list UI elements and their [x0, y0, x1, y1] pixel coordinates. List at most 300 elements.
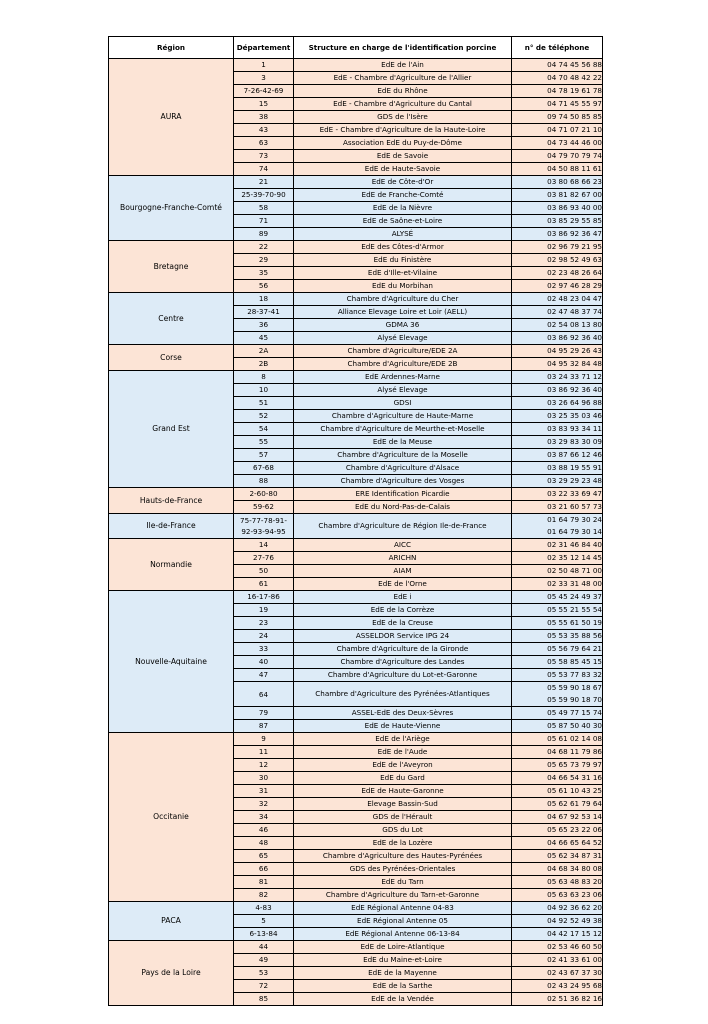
structure-cell: EdE de la Nièvre: [294, 202, 512, 215]
phone-number: 04 67 92 53 14: [547, 812, 602, 821]
phone-cell: [512, 798, 603, 811]
phone-cell: [512, 332, 603, 345]
phone-cell: [512, 993, 603, 1006]
phone-cell: [512, 72, 603, 85]
structure-cell: EdE Ardennes-Marne: [294, 371, 512, 384]
phone-cell: [512, 941, 603, 954]
phone-cell: [512, 578, 603, 591]
region-cell: Corse: [109, 345, 234, 371]
phone-cell: [512, 345, 603, 358]
structure-cell: Association EdE du Puy-de-Dôme: [294, 137, 512, 150]
phone-cell: [512, 501, 603, 514]
phone-number: 04 71 45 55 97: [547, 99, 602, 108]
region-cell: Centre: [109, 293, 234, 345]
phone-number: 02 23 48 26 64: [547, 268, 602, 277]
departement-cell: 22: [234, 241, 294, 254]
region-cell: Pays de la Loire: [109, 941, 234, 1006]
departement-cell: 44: [234, 941, 294, 954]
departement-cell: 67-68: [234, 462, 294, 475]
phone-cell: [512, 59, 603, 72]
phone-cell: [512, 643, 603, 656]
phone-number: 02 35 12 14 45: [547, 553, 602, 562]
departement-cell: 8: [234, 371, 294, 384]
phone-number: 04 71 07 21 10: [547, 125, 602, 134]
structure-cell: ALYSÉ: [294, 228, 512, 241]
phone-cell: [512, 137, 603, 150]
structure-cell: Chambre d'Agriculture du Tarn-et-Garonne: [294, 889, 512, 902]
phone-cell: [512, 397, 603, 410]
structure-cell: EdE de la Mayenne: [294, 967, 512, 980]
structure-cell: EdE de la Corrèze: [294, 604, 512, 617]
structure-cell: Chambre d'Agriculture de Meurthe-et-Moselle: [294, 423, 512, 436]
departement-cell: 56: [234, 280, 294, 293]
departement-cell: 54: [234, 423, 294, 436]
phone-number: 02 50 48 71 00: [547, 566, 602, 575]
structure-cell: EdE Régional Antenne 04-83: [294, 902, 512, 915]
phone-number: 03 21 60 57 73: [547, 502, 602, 511]
phone-number: 01 64 79 30 14: [547, 527, 602, 536]
header-phone: n° de téléphone: [512, 37, 603, 59]
phone-number: 04 92 36 62 20: [547, 903, 602, 912]
phone-cell: [512, 954, 603, 967]
phone-number: 04 66 65 64 52: [547, 838, 602, 847]
departement-cell: 63: [234, 137, 294, 150]
phone-number: 05 59 90 18 67: [547, 683, 602, 692]
structure-cell: EdE Régional Antenne 05: [294, 915, 512, 928]
phone-cell: [512, 514, 603, 539]
departement-cell: 38: [234, 111, 294, 124]
phone-number: 03 24 33 71 12: [547, 372, 602, 381]
departement-cell: 64: [234, 682, 294, 707]
departement-cell: 10: [234, 384, 294, 397]
structure-cell: Chambre d'Agriculture d'Alsace: [294, 462, 512, 475]
departement-cell: 53: [234, 967, 294, 980]
structure-cell: EdE de l'Aveyron: [294, 759, 512, 772]
departement-cell: 3: [234, 72, 294, 85]
structure-cell: EdE du Morbihan: [294, 280, 512, 293]
departement-cell: 14: [234, 539, 294, 552]
departement-cell: 32: [234, 798, 294, 811]
phone-number: 01 64 79 30 24: [547, 515, 602, 524]
phone-cell: [512, 746, 603, 759]
phone-cell: [512, 837, 603, 850]
phone-number: 05 63 48 83 20: [547, 877, 602, 886]
phone-cell: [512, 630, 603, 643]
phone-number: 03 29 29 23 48: [547, 476, 602, 485]
structure-cell: EdE de Franche-Comté: [294, 189, 512, 202]
departement-cell: 46: [234, 824, 294, 837]
phone-number: 02 41 33 61 00: [547, 955, 602, 964]
phone-number: 05 55 21 55 54: [547, 605, 602, 614]
table-row: [109, 293, 603, 306]
phone-cell: [512, 410, 603, 423]
phone-cell: [512, 150, 603, 163]
phone-cell: [512, 850, 603, 863]
departement-cell: 57: [234, 449, 294, 462]
table-row: [109, 345, 603, 358]
phone-number: 04 95 32 84 48: [547, 359, 602, 368]
phone-number: 09 74 50 85 85: [547, 112, 602, 121]
region-cell: Normandie: [109, 539, 234, 591]
header-structure: Structure en charge de l'identification porcine: [294, 37, 512, 59]
structure-cell: EdE du Tarn: [294, 876, 512, 889]
phone-cell: [512, 552, 603, 565]
phone-number: 04 79 70 79 74: [547, 151, 602, 160]
phone-number: 03 88 19 55 91: [547, 463, 602, 472]
phone-number: 02 48 23 04 47: [547, 294, 602, 303]
departement-cell: 50: [234, 565, 294, 578]
phone-cell: [512, 682, 603, 707]
phone-cell: [512, 85, 603, 98]
departement-cell: 47: [234, 669, 294, 682]
structure-cell: EdE de la Lozère: [294, 837, 512, 850]
structure-cell: EdE Régional Antenne 06-13-84: [294, 928, 512, 941]
structure-cell: EdE du Rhône: [294, 85, 512, 98]
table-row: [109, 371, 603, 384]
phone-number: 02 97 46 28 29: [547, 281, 602, 290]
departement-cell: 73: [234, 150, 294, 163]
phone-cell: [512, 267, 603, 280]
structure-cell: ARICHN: [294, 552, 512, 565]
region-cell: Occitanie: [109, 733, 234, 902]
table-row: [109, 176, 603, 189]
phone-cell: [512, 462, 603, 475]
phone-number: 05 87 50 40 30: [547, 721, 602, 730]
phone-cell: [512, 539, 603, 552]
structure-cell: Alysé Elevage: [294, 332, 512, 345]
region-cell: Nouvelle-Aquitaine: [109, 591, 234, 733]
departement-cell: 6-13-84: [234, 928, 294, 941]
structure-cell: Alliance Elevage Loire et Loir (AELL): [294, 306, 512, 319]
phone-cell: [512, 902, 603, 915]
phone-number: 05 53 77 83 32: [547, 670, 602, 679]
departement-cell: 24: [234, 630, 294, 643]
departement-cell: 55: [234, 436, 294, 449]
phone-number: 04 50 88 11 61: [547, 164, 602, 173]
structure-cell: EdE de Savoie: [294, 150, 512, 163]
phone-number: 03 86 92 36 47: [547, 229, 602, 238]
phone-number: 03 80 68 66 23: [547, 177, 602, 186]
phone-number: 03 25 35 03 46: [547, 411, 602, 420]
departement-cell: 27-76: [234, 552, 294, 565]
phone-number: 02 33 31 48 00: [547, 579, 602, 588]
phone-number: 03 22 33 69 47: [547, 489, 602, 498]
phone-number: 05 56 79 64 21: [547, 644, 602, 653]
departement-cell: 74: [234, 163, 294, 176]
phone-number: 02 98 52 49 63: [547, 255, 602, 264]
structure-cell: EdE des Côtes-d'Armor: [294, 241, 512, 254]
departement-cell: 34: [234, 811, 294, 824]
departement-cell: 11: [234, 746, 294, 759]
departement-cell: 35: [234, 267, 294, 280]
departement-cell: 4-83: [234, 902, 294, 915]
phone-cell: [512, 915, 603, 928]
structure-cell: EdE i: [294, 591, 512, 604]
table-row: [109, 488, 603, 501]
departement-cell: 79: [234, 707, 294, 720]
structure-cell: EdE de l'Ain: [294, 59, 512, 72]
region-cell: Bretagne: [109, 241, 234, 293]
table-row: [109, 539, 603, 552]
phone-number: 02 51 36 82 16: [547, 994, 602, 1003]
departement-cell: 2A: [234, 345, 294, 358]
departement-cell: 49: [234, 954, 294, 967]
phone-cell: [512, 669, 603, 682]
departement-cell: 16-17-86: [234, 591, 294, 604]
table-body: [109, 59, 603, 1006]
structure-cell: EdE de la Vendée: [294, 993, 512, 1006]
structure-cell: EdE du Nord-Pas-de-Calais: [294, 501, 512, 514]
phone-number: 03 85 29 55 85: [547, 216, 602, 225]
departement-cell: 9: [234, 733, 294, 746]
departement-cell: 19: [234, 604, 294, 617]
phone-cell: [512, 720, 603, 733]
phone-number: 05 45 24 49 37: [547, 592, 602, 601]
phone-cell: [512, 928, 603, 941]
departement-cell: 45: [234, 332, 294, 345]
table-row: [109, 241, 603, 254]
phone-cell: [512, 863, 603, 876]
structure-cell: EdE de Saône-et-Loire: [294, 215, 512, 228]
region-cell: Hauts-de-France: [109, 488, 234, 514]
phone-number: 04 68 34 80 08: [547, 864, 602, 873]
phone-number: 03 86 92 36 40: [547, 385, 602, 394]
phone-number: 02 53 46 60 50: [547, 942, 602, 951]
departement-cell: 48: [234, 837, 294, 850]
phone-cell: [512, 785, 603, 798]
phone-cell: [512, 202, 603, 215]
phone-cell: [512, 163, 603, 176]
region-cell: Grand Est: [109, 371, 234, 488]
departement-cell: 89: [234, 228, 294, 241]
departement-cell: 25-39-70-90: [234, 189, 294, 202]
phone-cell: [512, 449, 603, 462]
phone-number: 05 65 73 79 97: [547, 760, 602, 769]
departement-cell: 82: [234, 889, 294, 902]
structure-cell: Chambre d'Agriculture des Hautes-Pyrénées: [294, 850, 512, 863]
region-cell: PACA: [109, 902, 234, 941]
departement-cell: 40: [234, 656, 294, 669]
phone-number: 05 62 34 87 31: [547, 851, 602, 860]
phone-number: 03 26 64 96 88: [547, 398, 602, 407]
phone-number: 04 73 44 46 00: [547, 138, 602, 147]
structure-cell: Chambre d'Agriculture de la Moselle: [294, 449, 512, 462]
departement-cell: 58: [234, 202, 294, 215]
departement-cell: 2-60-80: [234, 488, 294, 501]
phone-number: 05 58 85 45 15: [547, 657, 602, 666]
departement-cell: 43: [234, 124, 294, 137]
phone-number: 02 31 46 84 40: [547, 540, 602, 549]
structure-cell: EdE - Chambre d'Agriculture du Cantal: [294, 98, 512, 111]
departement-cell: 81: [234, 876, 294, 889]
structure-cell: GDS des Pyrénées-Orientales: [294, 863, 512, 876]
phone-cell: [512, 565, 603, 578]
structure-cell: ASSELDOR Service IPG 24: [294, 630, 512, 643]
structure-cell: Chambre d'Agriculture/EDE 2A: [294, 345, 512, 358]
departement-cell: 30: [234, 772, 294, 785]
structure-cell: GDMA 36: [294, 319, 512, 332]
departement-cell: 28-37-41: [234, 306, 294, 319]
departement-cell: 18: [234, 293, 294, 306]
departement-cell: 7-26-42-69: [234, 85, 294, 98]
departement-cell: 2B: [234, 358, 294, 371]
table-row: [109, 902, 603, 915]
phone-number: 04 68 11 79 86: [547, 747, 602, 756]
phone-number: 02 96 79 21 95: [547, 242, 602, 251]
departement-cell: 23: [234, 617, 294, 630]
phone-cell: [512, 241, 603, 254]
phone-cell: [512, 707, 603, 720]
phone-number: 04 95 29 26 43: [547, 346, 602, 355]
structure-cell: EdE - Chambre d'Agriculture de la Haute-Loire: [294, 124, 512, 137]
phone-number: 05 63 63 23 06: [547, 890, 602, 899]
phone-cell: [512, 811, 603, 824]
phone-cell: [512, 656, 603, 669]
structure-cell: EdE de l'Orne: [294, 578, 512, 591]
structure-cell: EdE de la Creuse: [294, 617, 512, 630]
phone-cell: [512, 488, 603, 501]
phone-cell: [512, 889, 603, 902]
structure-cell: GDS du Lot: [294, 824, 512, 837]
departement-cell: 52: [234, 410, 294, 423]
structure-cell: AICC: [294, 539, 512, 552]
phone-number: 05 55 61 50 19: [547, 618, 602, 627]
phone-cell: [512, 358, 603, 371]
phone-number: 03 87 66 12 46: [547, 450, 602, 459]
structure-cell: ERE Identification Picardie: [294, 488, 512, 501]
departement-cell: 71: [234, 215, 294, 228]
header-region: Région: [109, 37, 234, 59]
phone-cell: [512, 824, 603, 837]
phone-number: 02 54 08 13 80: [547, 320, 602, 329]
structure-cell: Chambre d'Agriculture/EDE 2B: [294, 358, 512, 371]
phone-cell: [512, 319, 603, 332]
phone-number: 04 74 45 56 88: [547, 60, 602, 69]
phone-cell: [512, 124, 603, 137]
table-row: [109, 59, 603, 72]
phone-number: 04 92 52 49 38: [547, 916, 602, 925]
table-row: [109, 514, 603, 539]
phone-number: 04 66 54 31 16: [547, 773, 602, 782]
phone-cell: [512, 111, 603, 124]
phone-number: 03 81 82 67 00: [547, 190, 602, 199]
region-cell: Ile-de-France: [109, 514, 234, 539]
phone-number: 04 78 19 61 78: [547, 86, 602, 95]
departement-cell: 5: [234, 915, 294, 928]
structure-cell: AIAM: [294, 565, 512, 578]
structure-cell: EdE du Gard: [294, 772, 512, 785]
phone-number: 05 61 10 43 25: [547, 786, 602, 795]
departement-cell: 88: [234, 475, 294, 488]
phone-cell: [512, 436, 603, 449]
structure-cell: EdE de Haute-Savoie: [294, 163, 512, 176]
phone-cell: [512, 591, 603, 604]
structure-cell: Chambre d'Agriculture de la Gironde: [294, 643, 512, 656]
phone-cell: [512, 876, 603, 889]
structure-cell: EdE de la Meuse: [294, 436, 512, 449]
departement-cell: 36: [234, 319, 294, 332]
structure-cell: EdE de la Sarthe: [294, 980, 512, 993]
phone-number: 03 29 83 30 09: [547, 437, 602, 446]
phone-number: 05 65 23 22 06: [547, 825, 602, 834]
header-departement: Département: [234, 37, 294, 59]
departement-cell: 31: [234, 785, 294, 798]
phone-number: 05 59 90 18 70: [547, 695, 602, 704]
phone-cell: [512, 215, 603, 228]
structure-cell: EdE de Côte-d'Or: [294, 176, 512, 189]
phone-cell: [512, 371, 603, 384]
phone-cell: [512, 772, 603, 785]
departement-cell: 61: [234, 578, 294, 591]
phone-cell: [512, 617, 603, 630]
phone-number: 02 43 24 95 68: [547, 981, 602, 990]
phone-cell: [512, 733, 603, 746]
departement-cell: 87: [234, 720, 294, 733]
phone-cell: [512, 176, 603, 189]
structure-cell: EdE du Finistère: [294, 254, 512, 267]
structure-cell: GDS de l'Isère: [294, 111, 512, 124]
structure-cell: EdE - Chambre d'Agriculture de l'Allier: [294, 72, 512, 85]
phone-number: 05 49 77 15 74: [547, 708, 602, 717]
departement-cell: 12: [234, 759, 294, 772]
phone-number: 02 43 67 37 30: [547, 968, 602, 977]
structure-cell: EdE de Haute-Garonne: [294, 785, 512, 798]
structure-cell: EdE du Maine-et-Loire: [294, 954, 512, 967]
structure-cell: EdE de l'Aude: [294, 746, 512, 759]
structure-cell: Chambre d'Agriculture des Pyrénées-Atlantiques: [294, 682, 512, 707]
table-row: [109, 941, 603, 954]
structure-cell: Chambre d'Agriculture du Cher: [294, 293, 512, 306]
structure-cell: EdE de Loire-Atlantique: [294, 941, 512, 954]
region-cell: Bourgogne-Franche-Comté: [109, 176, 234, 241]
phone-cell: [512, 306, 603, 319]
table-row: [109, 733, 603, 746]
structure-cell: GDS de l'Hérault: [294, 811, 512, 824]
phone-cell: [512, 189, 603, 202]
departement-cell: 72: [234, 980, 294, 993]
region-cell: AURA: [109, 59, 234, 176]
phone-number: 05 61 02 14 08: [547, 734, 602, 743]
departement-cell: 15: [234, 98, 294, 111]
structure-cell: EdE de Haute-Vienne: [294, 720, 512, 733]
phone-cell: [512, 423, 603, 436]
departement-cell: 66: [234, 863, 294, 876]
phone-cell: [512, 280, 603, 293]
departement-cell: 1: [234, 59, 294, 72]
departement-cell: 59-62: [234, 501, 294, 514]
structure-cell: Elevage Bassin-Sud: [294, 798, 512, 811]
phone-number: 05 62 61 79 64: [547, 799, 602, 808]
structure-cell: Chambre d'Agriculture de Région Ile-de-France: [294, 514, 512, 539]
phone-cell: [512, 759, 603, 772]
phone-cell: [512, 604, 603, 617]
phone-cell: [512, 293, 603, 306]
structure-cell: Chambre d'Agriculture des Landes: [294, 656, 512, 669]
phone-cell: [512, 384, 603, 397]
departement-cell: 33: [234, 643, 294, 656]
phone-number: 03 83 93 34 11: [547, 424, 602, 433]
phone-number: 04 42 17 15 12: [547, 929, 602, 938]
phone-cell: [512, 475, 603, 488]
departement-cell: 85: [234, 993, 294, 1006]
departement-cell: 21: [234, 176, 294, 189]
phone-number: 02 47 48 37 74: [547, 307, 602, 316]
structure-cell: EdE d'Ille-et-Vilaine: [294, 267, 512, 280]
departement-cell: 75-77-78-91-92-93-94-95: [234, 514, 294, 539]
table-row: [109, 591, 603, 604]
identification-table: [108, 36, 603, 1006]
structure-cell: EdE de l'Ariège: [294, 733, 512, 746]
